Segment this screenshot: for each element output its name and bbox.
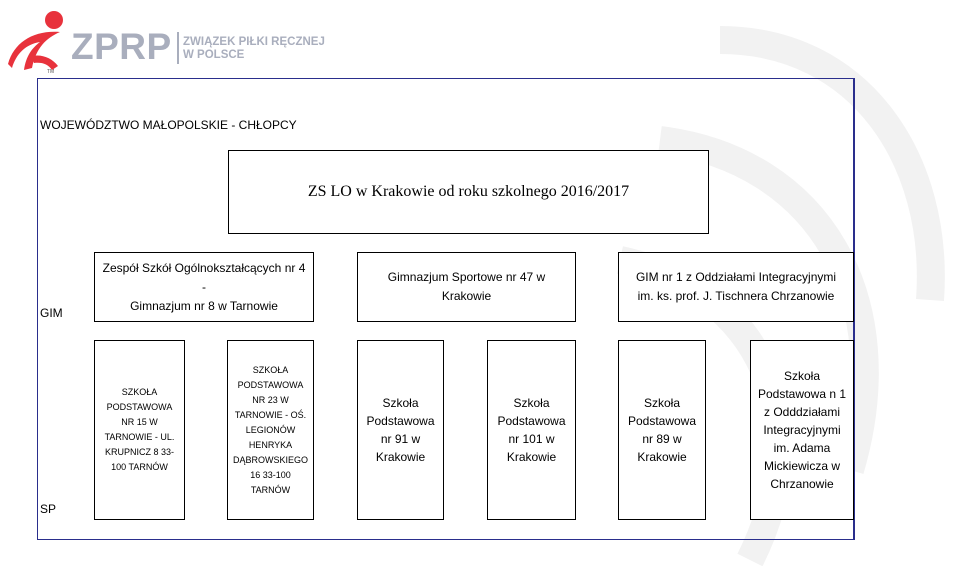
sp-box xyxy=(94,340,185,520)
sp-box-text: Szkoła Podstawowa nr 101 w Krakowie xyxy=(497,396,566,464)
gim-box-text: Gimnazjum Sportowe nr 47 w Krakowie xyxy=(387,270,546,303)
sp-box-text: Szkoła Podstawowa n 1 z Odddziałami Integracyjnymi im. Adama Mickiewicza w Chrzanowie xyxy=(757,369,847,491)
gim-box xyxy=(618,252,854,322)
logo-divider xyxy=(177,32,179,64)
sp-box-text: Szkoła Podstawowa nr 91 w Krakowie xyxy=(366,396,435,464)
logo-subtitle-line1: ZWIĄZEK PIŁKI RĘCZNEJ xyxy=(183,36,325,48)
logo-subtitle-line2: W POLSCE xyxy=(183,49,245,61)
sp-box-text: SZKOŁA PODSTAWOWA NR 15 W TARNOWIE - UL. KRUPNICZ 8 33- 100 TARNÓW xyxy=(104,387,175,472)
handball-player-icon xyxy=(2,8,74,80)
gim-level-label: GIM xyxy=(40,306,63,320)
sp-level-label: SP xyxy=(40,502,57,516)
sp-box xyxy=(227,340,314,520)
sp-box xyxy=(618,340,706,520)
sp-box xyxy=(750,340,854,520)
sp-box xyxy=(487,340,576,520)
gim-box-text: GIM nr 1 z Oddziałami Integracyjnymi im. ks. prof. J. Tischnera Chrzanowie xyxy=(635,270,837,303)
zprp-logo xyxy=(0,0,340,80)
gim-box xyxy=(357,252,576,322)
gim-box-text: Zespół Szkół Ogólnokształcących nr 4 - Gimnazjum nr 8 w Tarnowie xyxy=(102,260,306,313)
logo-trademark: TM xyxy=(47,69,55,75)
logo-brand: ZPRP xyxy=(71,26,172,67)
sp-box-text: Szkoła Podstawowa nr 89 w Krakowie xyxy=(627,396,697,464)
gim-box xyxy=(94,252,314,322)
sp-box-text: SZKOŁA PODSTAWOWA NR 23 W TARNOWIE - OŚ. LEGIONÓW HENRYKA DĄBROWSKIEGO 16 33-100 TARNÓW xyxy=(232,364,308,495)
sp-box xyxy=(357,340,444,520)
region-label: WOJEWÓDZTWO MAŁOPOLSKIE - CHŁOPCY xyxy=(40,118,297,132)
top-school-text: ZS LO w Krakowie od roku szkolnego 2016/2017 xyxy=(307,183,630,200)
top-school-box xyxy=(228,150,709,234)
